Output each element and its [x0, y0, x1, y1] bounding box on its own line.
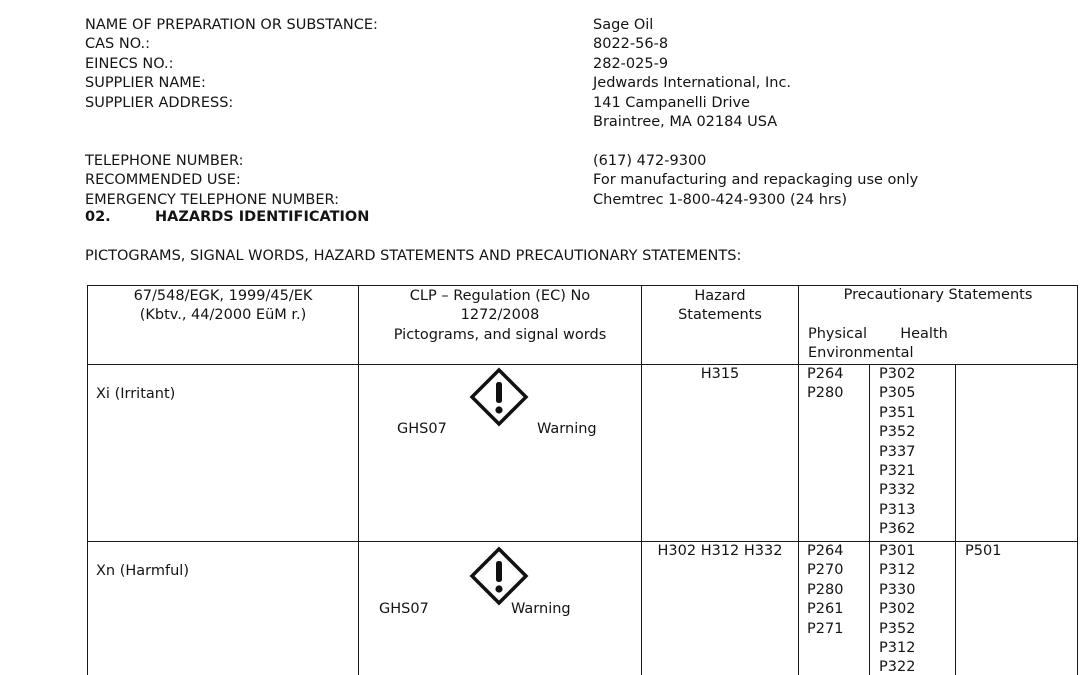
header-physical: Physical — [808, 326, 867, 342]
id-row-einecs — [85, 55, 985, 74]
id-label: RECOMMENDED USE: — [85, 172, 241, 189]
id-row-supplier-address — [85, 94, 985, 113]
id-value: 141 Campanelli Drive — [593, 94, 750, 111]
header-text: Hazard — [694, 288, 746, 304]
precautionary-code: P264 — [807, 543, 844, 559]
precautionary-code: P362 — [879, 521, 916, 538]
id-row-cas — [85, 35, 985, 54]
header-text: Pictograms, and signal words — [393, 326, 607, 343]
health-codes-cell — [870, 542, 956, 675]
health-codes-cell — [870, 365, 956, 542]
header-environmental: Environmental — [808, 345, 914, 362]
id-row-recommended-use — [85, 171, 985, 190]
header-health: Health — [900, 326, 948, 342]
precautionary-code: P352 — [879, 424, 916, 441]
classification-cell — [88, 542, 359, 675]
header-hazard-statements — [642, 286, 799, 365]
hazards-table — [87, 285, 1078, 675]
table-row — [88, 365, 1078, 542]
pictograms-caption: PICTOGRAMS, SIGNAL WORDS, HAZARD STATEMENTS AND PRECAUTIONARY STATEMENTS: — [85, 248, 742, 264]
physical-codes-cell — [799, 542, 870, 675]
classification-text: Xn (Harmful) — [96, 563, 189, 579]
precautionary-code: P332 — [879, 482, 916, 499]
id-row-supplier-name — [85, 74, 985, 93]
hazard-statements: H302 H312 H332 — [657, 543, 783, 559]
id-label: TELEPHONE NUMBER: — [85, 152, 244, 169]
classification-text: Xi (Irritant) — [96, 386, 176, 402]
precautionary-code: P270 — [807, 562, 844, 579]
header-text: 67/548/EGK, 1999/45/EK — [133, 288, 313, 304]
id-label: SUPPLIER ADDRESS: — [85, 94, 234, 111]
section-number: 02. — [85, 209, 111, 225]
id-row-telephone — [85, 152, 985, 171]
header-clp — [359, 286, 642, 365]
id-label: SUPPLIER NAME: — [85, 75, 206, 92]
signal-word: Warning — [537, 421, 597, 437]
precautionary-code: P301 — [879, 543, 916, 559]
header-text: CLP – Regulation (EC) No — [409, 288, 591, 304]
ghs-code: GHS07 — [379, 601, 429, 617]
exclamation-mark-diamond-icon — [469, 546, 529, 606]
precautionary-code: P330 — [879, 581, 916, 598]
id-label: EINECS NO.: — [85, 55, 174, 72]
id-row-name — [85, 16, 985, 35]
header-classification — [88, 286, 359, 365]
physical-codes-cell — [799, 365, 870, 542]
precautionary-code: P322 — [879, 659, 916, 675]
precautionary-code: P261 — [807, 601, 844, 618]
id-value: Braintree, MA 02184 USA — [593, 114, 778, 131]
ghs-code: GHS07 — [397, 421, 447, 437]
id-value: Jedwards International, Inc. — [593, 75, 792, 92]
pictogram-cell — [359, 542, 642, 675]
header-text: Statements — [678, 307, 762, 324]
header-text: Precautionary Statements — [843, 287, 1033, 303]
precautionary-code: P305 — [879, 385, 916, 402]
header-text: 1272/2008 — [460, 307, 540, 324]
hazard-statements-cell — [642, 365, 799, 542]
hazard-statements-cell — [642, 542, 799, 675]
environmental-codes-cell — [956, 542, 1078, 675]
table-row — [88, 542, 1078, 675]
precautionary-code: P280 — [807, 581, 844, 598]
precautionary-code: P302 — [879, 601, 916, 618]
precautionary-code: P501 — [965, 543, 1002, 559]
environmental-codes-cell — [956, 365, 1078, 542]
section-title: HAZARDS IDENTIFICATION — [155, 209, 370, 225]
exclamation-mark-diamond-icon — [469, 367, 529, 427]
id-value: (617) 472-9300 — [593, 152, 707, 169]
id-value: For manufacturing and repackaging use only — [593, 172, 919, 189]
header-text: (Kbtv., 44/2000 EüM r.) — [139, 307, 307, 324]
hazard-statements: H315 — [700, 366, 740, 382]
pictogram-cell — [359, 365, 642, 542]
id-value: Chemtrec 1-800-424-9300 (24 hrs) — [593, 191, 848, 208]
id-label: NAME OF PREPARATION OR SUBSTANCE: — [85, 17, 378, 33]
precautionary-code: P321 — [879, 462, 916, 479]
id-label: EMERGENCY TELEPHONE NUMBER: — [85, 191, 340, 208]
precautionary-code: P271 — [807, 620, 844, 637]
precautionary-code: P280 — [807, 385, 844, 402]
classification-cell — [88, 365, 359, 542]
id-value: Sage Oil — [593, 17, 654, 33]
table-header-row — [88, 286, 1078, 365]
identification-block — [85, 16, 985, 210]
section-heading — [85, 208, 369, 227]
header-precautionary — [799, 286, 1078, 365]
id-value: 282-025-9 — [593, 55, 669, 72]
precautionary-code: P337 — [879, 443, 916, 460]
id-label — [85, 113, 593, 132]
id-value: 8022-56-8 — [593, 36, 669, 53]
id-row-address-city — [85, 113, 985, 132]
precautionary-code: P264 — [807, 366, 844, 382]
precautionary-code: P312 — [879, 562, 916, 579]
precautionary-code: P313 — [879, 501, 916, 518]
precautionary-code: P351 — [879, 404, 916, 421]
precautionary-code: P312 — [879, 639, 916, 656]
precautionary-code: P352 — [879, 620, 916, 637]
signal-word: Warning — [511, 601, 571, 617]
id-label: CAS NO.: — [85, 36, 151, 53]
precautionary-code: P302 — [879, 366, 916, 382]
